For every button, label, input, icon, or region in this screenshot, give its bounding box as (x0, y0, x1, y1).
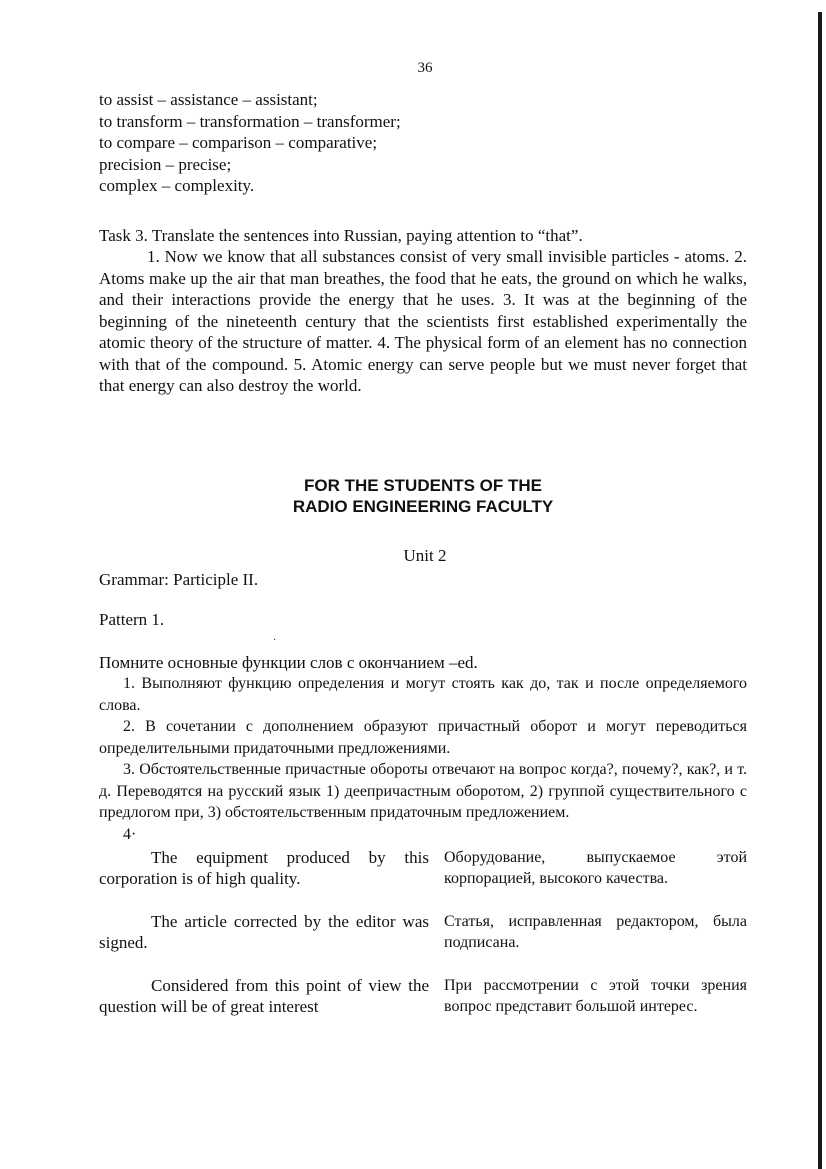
example-english: The article corrected by the editor was signed. (99, 911, 429, 952)
example-row (99, 975, 747, 1017)
document-page (99, 60, 747, 1039)
example-row (99, 847, 747, 889)
rule-item-4: 4· (123, 825, 137, 843)
section-title (99, 475, 747, 517)
example-row (99, 911, 747, 953)
example-russian: Оборудование, выпускаемое этой корпорацией, высокого качества. (444, 848, 747, 887)
rule-item-2: 2. В сочетании с дополнением образуют причастный оборот и могут переводиться определительными придаточными предложениями. (99, 718, 747, 757)
grammar-heading: Grammar: Participle II. (99, 569, 259, 589)
word-list-item: to assist – assistance – assistant; (99, 90, 318, 109)
task3-text: 1. Now we know that all substances consist of very small invisible particles - atoms. 2. Atoms make up the air that man breathes, the food that he eats, the ground on which he walks, and their interactions provide the energy that he uses. 3. It was at the beginning of the beginning of the nineteenth century that the scientists first established experimentally the atomic theory of the structure of matter. 4. The physical form of an element has no connection with that of the compound. 5. Atomic energy can serve people but we must never forget that that energy can also destroy the world. (99, 247, 747, 395)
example-english: The equipment produced by this corporation is of high quality. (99, 847, 429, 888)
section-title-line2: RADIO ENGINEERING FACULTY (292, 496, 554, 516)
example-russian: Статья, исправленная редактором, была подписана. (444, 912, 747, 951)
task3-heading: Task 3. Translate the sentences into Russian, paying attention to “that”. (99, 225, 583, 245)
examples-table (99, 847, 747, 1017)
word-list-item: to compare – comparison – comparative; (99, 133, 378, 152)
example-russian: При рассмотрении с этой точки зрения вопрос представит большой интерес. (444, 976, 747, 1015)
unit-heading: Unit 2 (403, 545, 447, 565)
word-list (99, 89, 747, 197)
word-list-item: precision – precise; (99, 154, 232, 174)
word-list-item: complex – complexity. (99, 176, 255, 195)
rule-item-1: 1. Выполняют функцию определения и могут стоять как до, так и после определяемого слова. (99, 675, 747, 714)
rule-item-3: 3. Обстоятельственные причастные обороты отвечают на вопрос когда?, почему?, как?, и т. д. Переводятся на русский язык 1) деепричастным оборотом, 2) группой существительного с предлогом при, 3) обстоятельственным придаточным предложением. (99, 761, 747, 821)
scan-edge-line (818, 12, 822, 1169)
page-number: 36 (417, 60, 433, 76)
word-list-item: to transform – transformation – transformer; (99, 111, 401, 131)
pattern-mark: · (273, 634, 277, 646)
section-title-line1: FOR THE STUDENTS OF THE (304, 475, 542, 495)
example-english: Considered from this point of view the question will be of great interest (99, 975, 429, 1016)
pattern-heading: Pattern 1. (99, 609, 165, 629)
rules-heading: Помните основные функции слов с окончанием –ed. (99, 652, 478, 672)
